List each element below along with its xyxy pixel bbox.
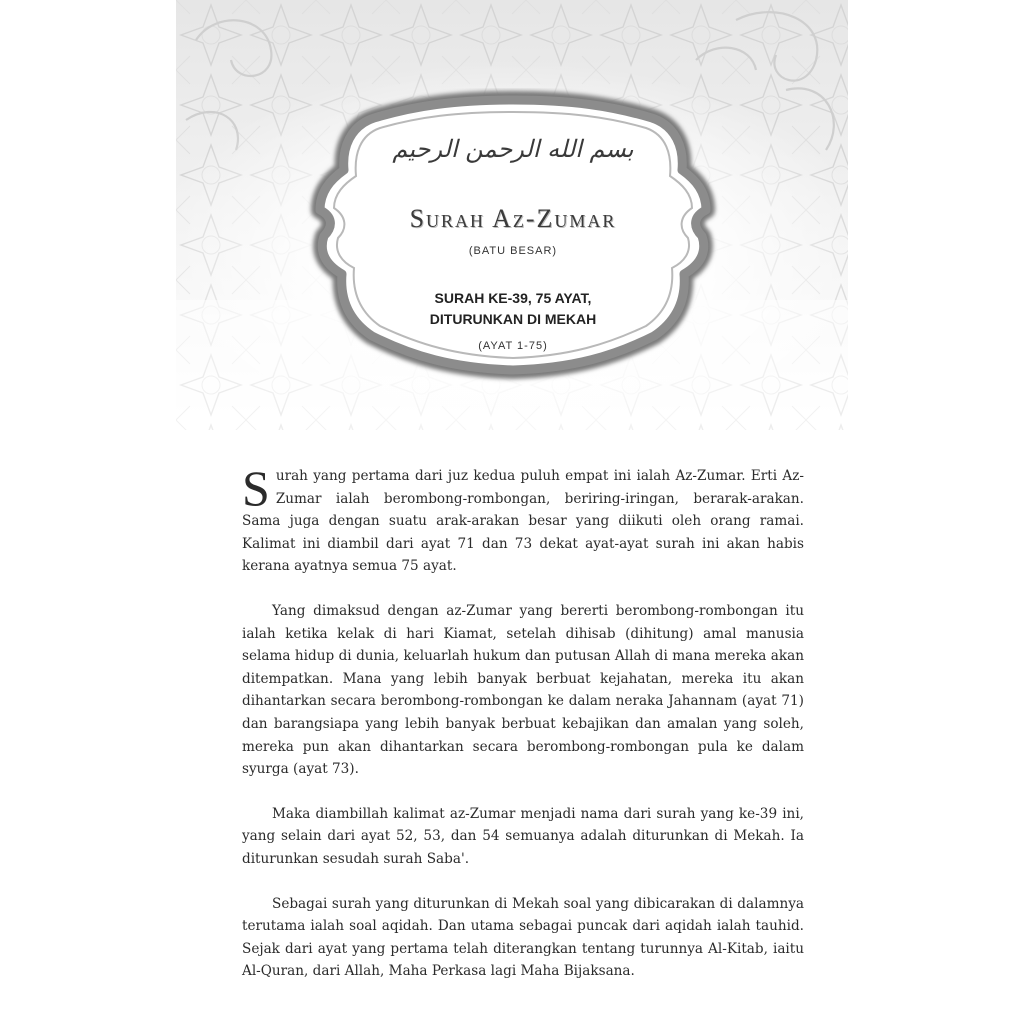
surah-info-line-1: SURAH KE-39, 75 AYAT, bbox=[434, 290, 592, 306]
surah-subtitle: (BATU BESAR) bbox=[468, 245, 558, 257]
ayat-range: (AYAT 1-75) bbox=[478, 340, 548, 352]
page-title: Surah Az-Zumar bbox=[409, 204, 617, 233]
book-page bbox=[176, 0, 848, 1024]
surah-info-line-2: DITURUNKAN DI MEKAH bbox=[429, 311, 597, 327]
paragraph-3: Maka diambillah kalimat az-Zumar menjadi nama dari surah yang ke-39 ini, yang selain dari ayat 52, 53, dan 54 semuanya adalah diturunkan di Mekah. Ia diturunkan sesudah surah Saba'. bbox=[242, 805, 804, 867]
basmalah-calligraphy: بسم الله الرحمن الرحيم bbox=[392, 135, 634, 163]
paragraph-2: Yang dimaksud dengan az-Zumar yang bererti berombong-rombongan itu ialah ketika kelak di hari Kiamat, setelah dihisab (dihitung) amal manusia selama hidup di dunia, keluarlah hukum dan putusan Allah di mana mereka akan ditempatkan. Mana yang lebih banyak berbuat kejahatan, mereka itu akan dihantarkan secara berombong-rombongan ke dalam neraka Jahannam (ayat 71) dan barangsiapa yang lebih banyak berbuat kebajikan dan amalan yang soleh, mereka pun akan dihantarkan secara berombong-rombongan pula ke dalam syurga (ayat 73). bbox=[242, 602, 804, 778]
paragraph-1 bbox=[242, 460, 804, 578]
body-text bbox=[242, 460, 804, 1005]
paragraph-1-text: urah yang pertama dari juz kedua puluh empat ini ialah Az-Zumar. Erti Az-Zumar ialah berombong-rombongan, beriring-iringan, berarak-arakan. Sama juga dengan suatu arak-arakan besar yang diikuti oleh orang ramai. Kalimat ini diambil dari ayat 71 dan 73 dekat ayat-ayat surah ini akan habis kerana ayatnya semua 75 ayat. bbox=[242, 468, 804, 575]
surah-info bbox=[304, 288, 722, 330]
drop-cap: S bbox=[242, 460, 270, 516]
paragraph-4: Sebagai surah yang diturunkan di Mekah soal yang dibicarakan di dalamnya terutama ialah soal aqidah. Dan utama sebagai puncak dari aqidah ialah tauhid. Sejak dari ayat yang pertama telah diterangkan tentang turunnya Al-Kitab, iaitu Al-Quran, dari Allah, Maha Perkasa lagi Maha Bijaksana. bbox=[242, 895, 804, 980]
